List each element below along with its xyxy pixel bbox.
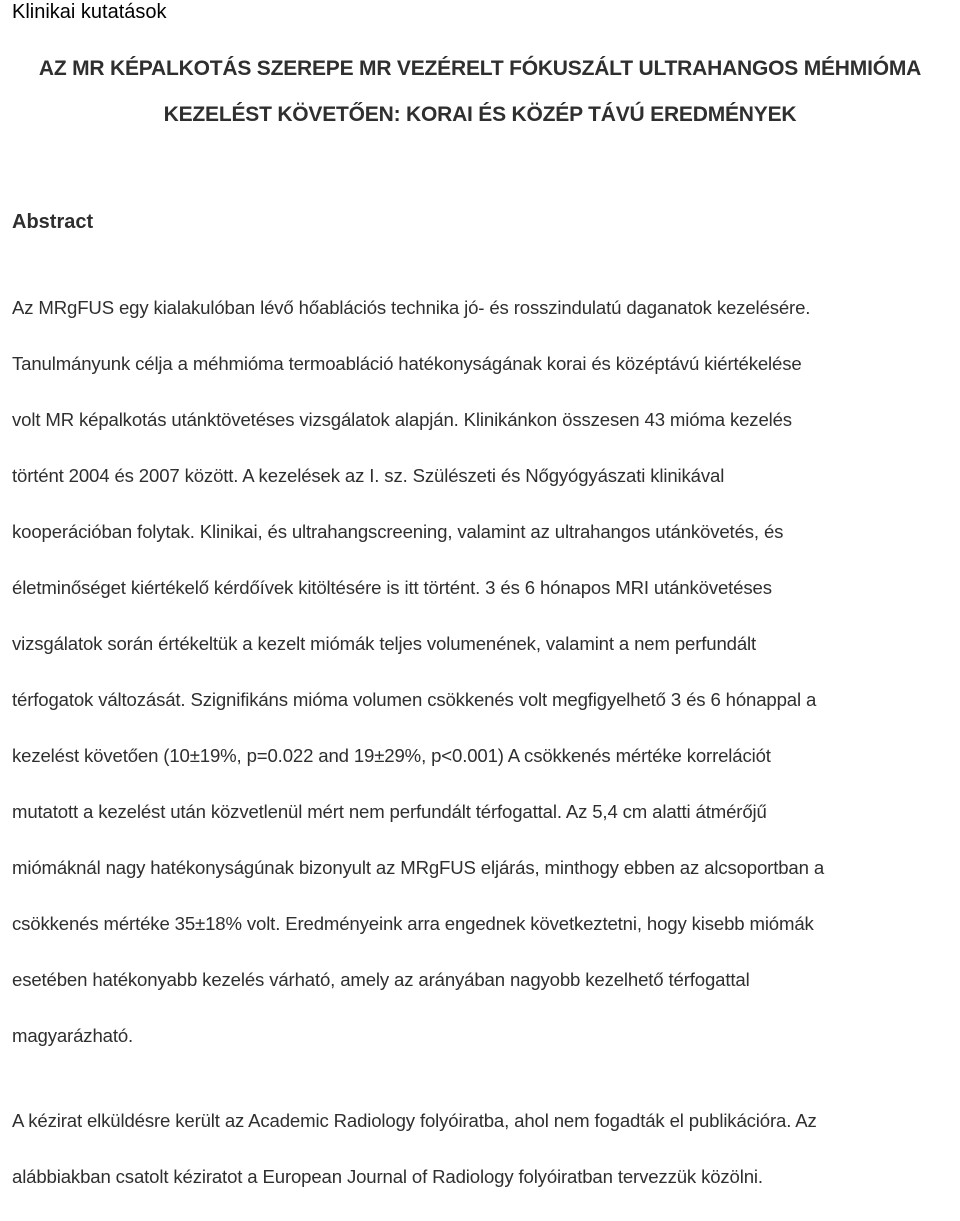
abstract-line: esetében hatékonyabb kezelés várható, amely az arányában nagyobb kezelhető térfogattal: [12, 969, 750, 990]
abstract-line: Tanulmányunk célja a méhmióma termoabláció hatékonyságának korai és középtávú kiértékelése: [12, 353, 802, 374]
abstract-line: életminőséget kiértékelő kérdőívek kitöltésére is itt történt. 3 és 6 hónapos MRI utánkövetéses: [12, 577, 772, 598]
abstract-line: térfogatok változását. Szignifikáns mióma volumen csökkenés volt megfigyelhető 3 és 6 hónappal a: [12, 689, 817, 710]
abstract-line: mutatott a kezelést után közvetlenül mért nem perfundált térfogattal. Az 5,4 cm alatti átmérőjű: [12, 801, 767, 822]
title-line-1: AZ MR KÉPALKOTÁS SZEREPE MR VEZÉRELT FÓKUSZÁLT ULTRAHANGOS MÉHMIÓMA: [38, 57, 922, 80]
abstract-line: történt 2004 és 2007 között. A kezelések az I. sz. Szülészeti és Nőgyógyászati klinikával: [12, 465, 725, 486]
abstract-paragraph: [12, 296, 948, 1080]
note-line: alábbiakban csatolt kéziratot a European Journal of Radiology folyóiratban tervezzük közölni.: [12, 1166, 763, 1187]
abstract-heading: Abstract: [12, 211, 94, 233]
section-label: Klinikai kutatások: [12, 1, 167, 23]
abstract-line: kooperációban folytak. Klinikai, és ultrahangscreening, valamint az ultrahangos utánkövetés, és: [12, 521, 784, 542]
manuscript-note-paragraph: [12, 1109, 948, 1221]
abstract-line: Az MRgFUS egy kialakulóban lévő hőablációs technika jó- és rosszindulatú daganatok kezelésére.: [12, 297, 811, 318]
abstract-line: volt MR képalkotás utánktövetéses vizsgálatok alapján. Klinikánkon összesen 43 mióma kezelés: [12, 409, 792, 430]
abstract-line: kezelést követően (10±19%, p=0.022 and 19±29%, p<0.001) A csökkenés mértéke korrelációt: [12, 745, 771, 766]
title-line-2: KEZELÉST KÖVETŐEN: KORAI ÉS KÖZÉP TÁVÚ EREDMÉNYEK: [163, 103, 797, 126]
abstract-line: vizsgálatok során értékeltük a kezelt miómák teljes volumenének, valamint a nem perfundált: [12, 633, 757, 654]
abstract-line: csökkenés mértéke 35±18% volt. Eredményeink arra engednek következtetni, hogy kisebb miómák: [12, 913, 814, 934]
abstract-line: miómáknál nagy hatékonyságúnak bizonyult az MRgFUS eljárás, minthogy ebben az alcsoportban a: [12, 857, 825, 878]
note-line: A kézirat elküldésre került az Academic Radiology folyóiratba, ahol nem fogadták el publikációra. Az: [12, 1110, 817, 1131]
abstract-line: magyarázható.: [12, 1025, 134, 1046]
